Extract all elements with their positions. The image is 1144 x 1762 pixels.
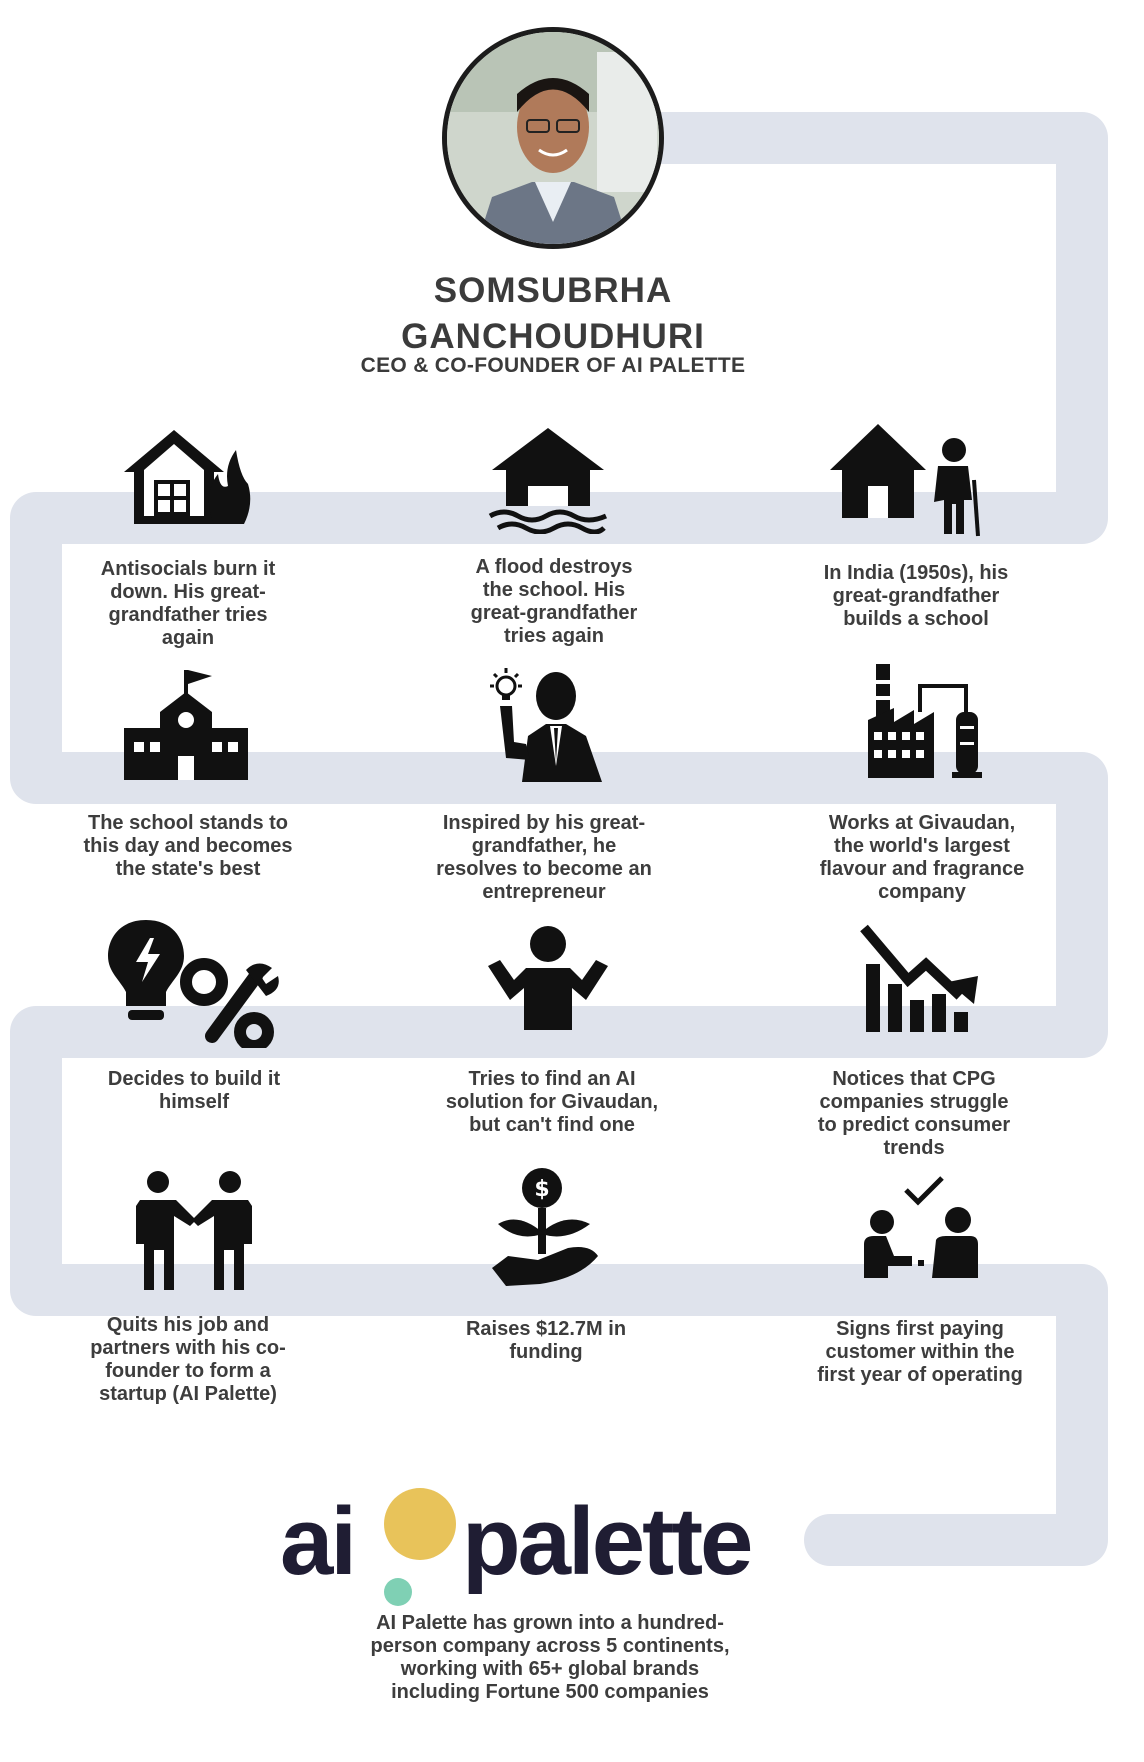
step-inspired-text: Inspired by his great- grandfather, he resolves to become an entrepreneur xyxy=(436,812,652,903)
step-burned-text: Antisocials burn it down. His great- grandfather tries again xyxy=(100,558,276,649)
handshake-icon xyxy=(132,1170,256,1292)
person-title: CEO & CO-FOUNDER OF AI PALETTE xyxy=(360,354,746,377)
step-flood-text: A flood destroys the school. His great-grandfather tries again xyxy=(470,556,638,647)
ai-palette-logo xyxy=(278,1480,838,1610)
name-line-2: GANCHOUDHURI xyxy=(401,317,705,356)
profile-photo xyxy=(442,27,664,249)
step-funding-text: Raises $12.7M in funding xyxy=(465,1318,627,1363)
logo-yellow-dot xyxy=(384,1488,456,1560)
money-plant-icon xyxy=(490,1168,602,1290)
step-givaudan-text: Works at Givaudan, the world's largest flavour and fragrance company xyxy=(819,812,1025,903)
step-builds-school-text: In India (1950s), his great-grandfather builds a school xyxy=(823,562,1009,630)
step-cpg-text: Notices that CPG companies struggle to predict consumer trends xyxy=(817,1068,1011,1159)
shrugging-person-icon xyxy=(484,924,612,1032)
bulb-tools-icon xyxy=(106,918,282,1048)
step-quits-job-text: Quits his job and partners with his co- founder to form a startup (AI Palette) xyxy=(90,1314,286,1405)
step-ai-solution-text: Tries to find an AI solution for Givaudan, but can't find one xyxy=(445,1068,659,1136)
logo-green-dot xyxy=(384,1578,412,1606)
factory-icon xyxy=(864,660,988,782)
person-name xyxy=(330,268,776,360)
signed-deal-icon xyxy=(860,1170,980,1282)
house-icon xyxy=(828,420,988,538)
idea-person-icon xyxy=(486,666,606,784)
logo-word-ai: ai xyxy=(280,1488,355,1595)
logo-word-palette: palette xyxy=(462,1488,751,1595)
flooded-house-icon xyxy=(488,424,608,534)
declining-chart-icon xyxy=(860,924,984,1036)
step-build-himself-text: Decides to build it himself xyxy=(107,1068,281,1113)
svg-text:$: $ xyxy=(534,1177,550,1202)
burning-house-icon xyxy=(118,424,254,530)
step-first-customer-text: Signs first paying customer within the first year of operating xyxy=(817,1318,1023,1386)
step-school-stands-text: The school stands to this day and becomes the state's best xyxy=(83,812,293,880)
company-summary: AI Palette has grown into a hundred- person company across 5 continents, working with 65+ global brands including Fortune 500 companies xyxy=(370,1612,730,1703)
school-building-icon xyxy=(120,668,252,786)
name-line-1: SOMSUBRHA xyxy=(433,271,673,310)
